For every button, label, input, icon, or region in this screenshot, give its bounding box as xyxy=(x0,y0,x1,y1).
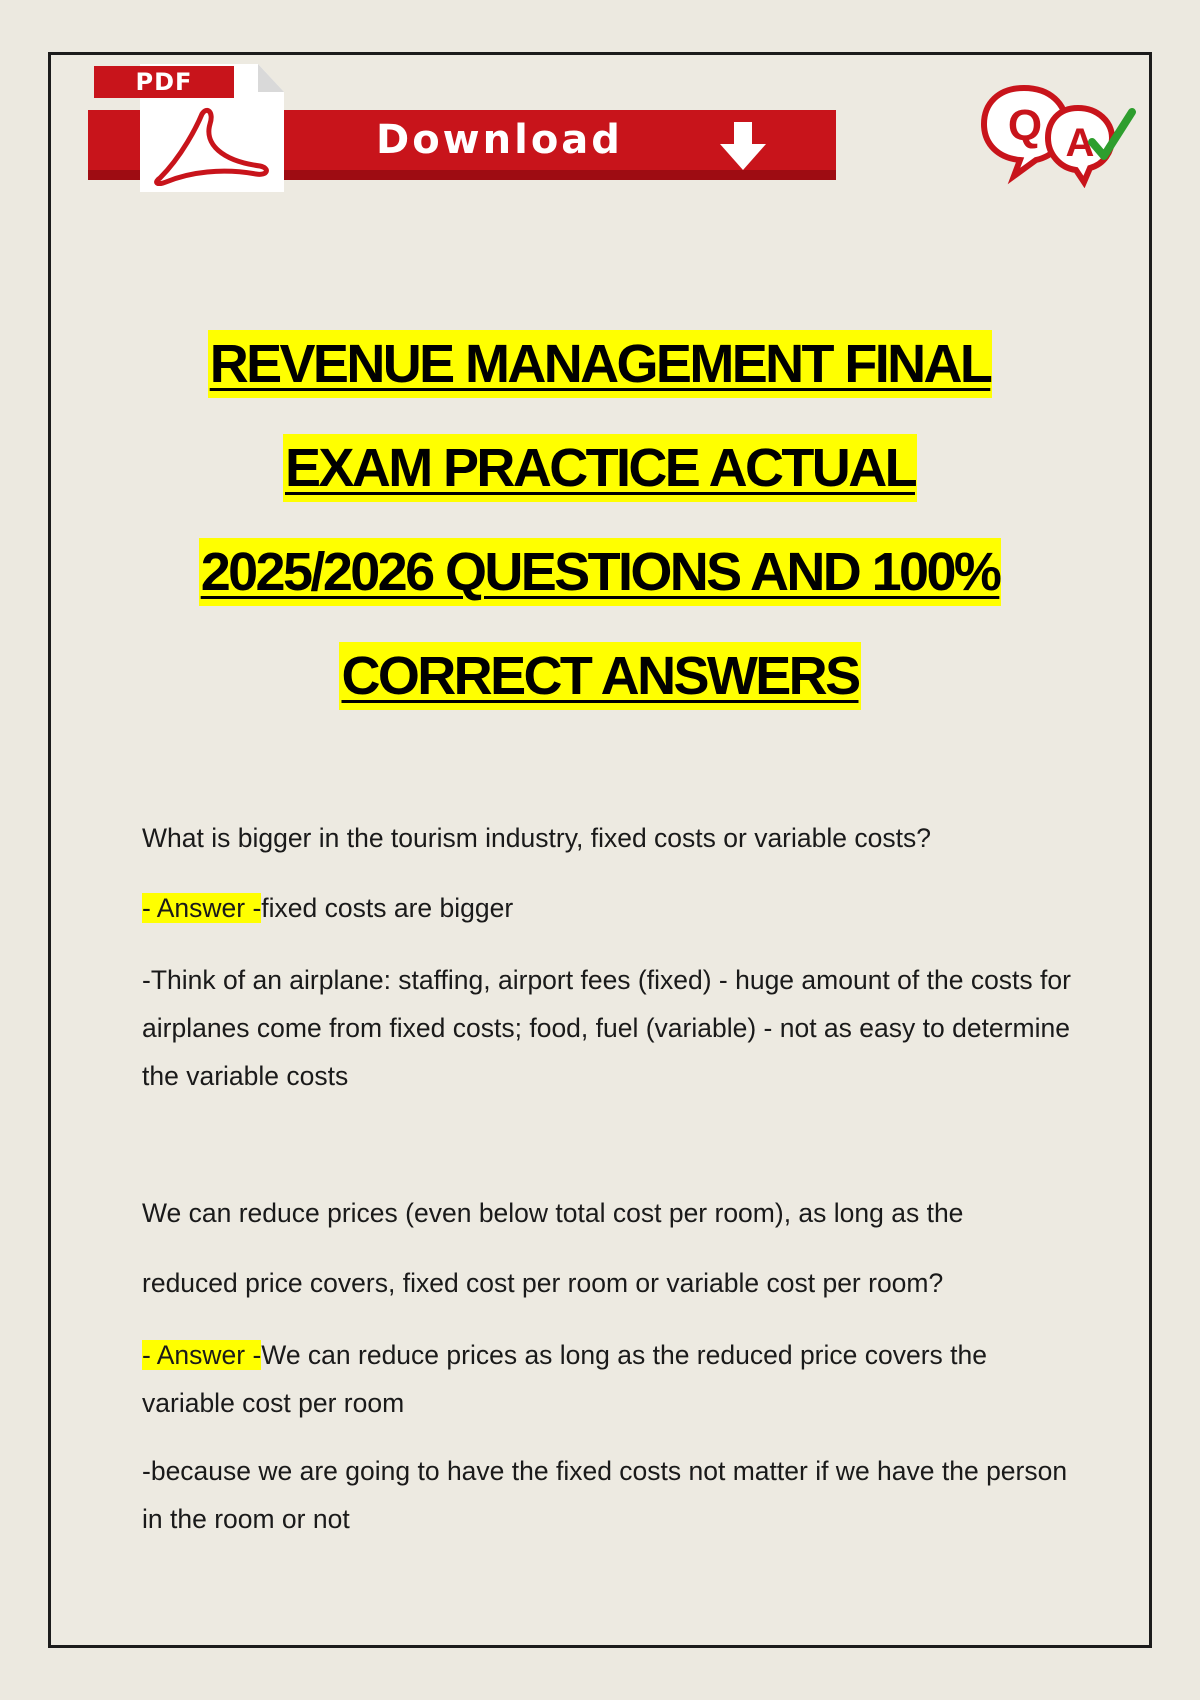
title-line-4: CORRECT ANSWERS xyxy=(339,642,860,710)
qa-item-1 xyxy=(142,818,1072,1100)
answer-text: fixed costs are bigger xyxy=(261,893,514,923)
download-banner[interactable] xyxy=(88,62,838,190)
answer-line xyxy=(142,1331,1072,1427)
download-arrow-icon xyxy=(716,120,770,174)
qa-logo-icon xyxy=(980,78,1140,188)
qa-logo-q: Q xyxy=(1007,101,1043,150)
question-text: What is bigger in the tourism industry, fixed costs or variable costs? xyxy=(142,823,931,853)
explanation-text: -Think of an airplane: staffing, airport fees (fixed) - huge amount of the costs for airplanes come from fixed costs; food, fuel (variable) - not as easy to determine the variable costs xyxy=(142,965,1071,1091)
document-title xyxy=(100,312,1100,728)
answer-prefix: - Answer - xyxy=(142,1340,262,1370)
acrobat-icon xyxy=(152,106,272,186)
question-text-line-2: reduced price covers, fixed cost per room or variable cost per room? xyxy=(142,1268,944,1298)
question-text-line-1: We can reduce prices (even below total cost per room), as long as the xyxy=(142,1198,964,1228)
title-line-1: REVENUE MANAGEMENT FINAL xyxy=(208,330,993,398)
qa-item-2 xyxy=(142,1193,1072,1543)
pdf-tag: PDF xyxy=(94,66,234,98)
explanation-text: -because we are going to have the fixed costs not matter if we have the person in the room or not xyxy=(142,1456,1068,1534)
title-line-3: 2025/2026 QUESTIONS AND 100% xyxy=(199,538,1002,606)
qa-logo-a: A xyxy=(1065,121,1095,165)
answer-text: We can reduce prices as long as the reduced price covers the variable cost per room xyxy=(142,1340,987,1418)
title-line-2: EXAM PRACTICE ACTUAL xyxy=(283,434,917,502)
download-label: Download xyxy=(376,117,623,163)
answer-line xyxy=(142,888,1072,928)
answer-prefix: - Answer - xyxy=(142,893,262,923)
